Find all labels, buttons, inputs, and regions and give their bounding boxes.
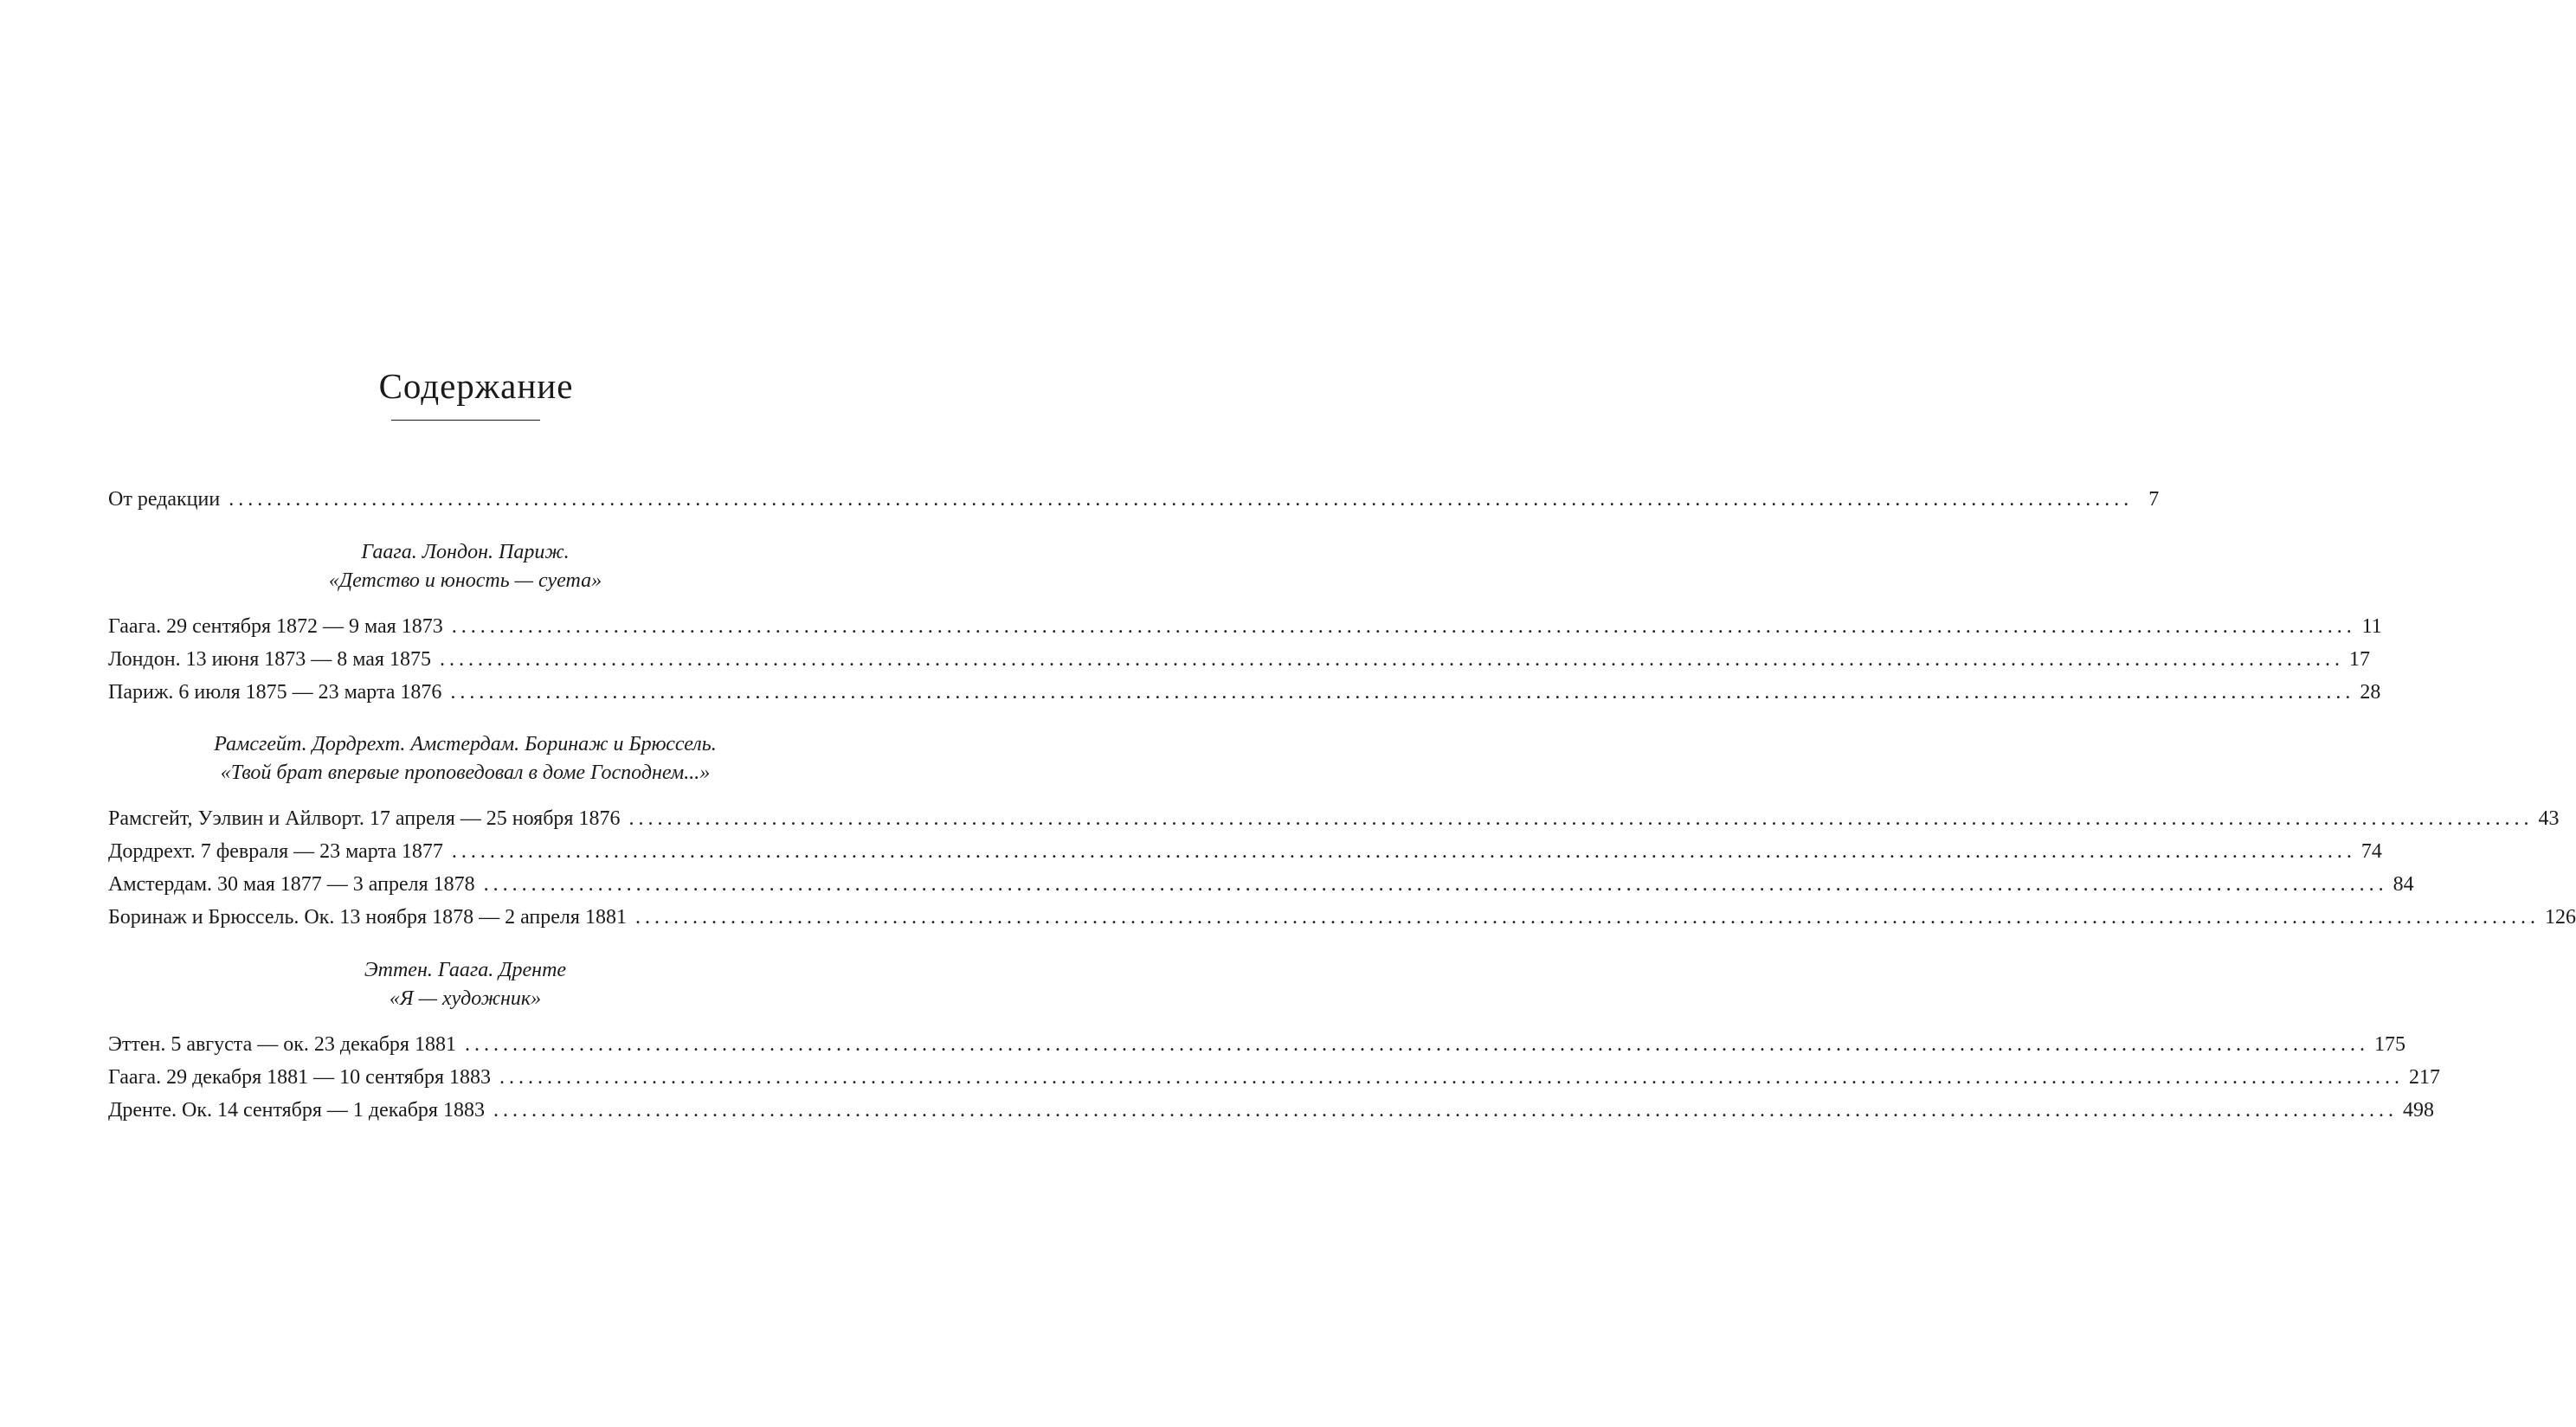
toc-entry[interactable]: [108, 837, 2382, 866]
toc-entry-title: От редакции: [108, 488, 221, 511]
toc-entry-page: 28: [2360, 681, 2381, 704]
leader-dots: ........................................................................................................................................................................................................: [451, 615, 2356, 638]
leader-dots: ........................................................................................................................................................................................................: [493, 1099, 2398, 1122]
toc-entry-title: Амстердам. 30 мая 1877 — 3 апреля 1878: [108, 873, 475, 896]
section-heading: [108, 538, 822, 595]
leader-dots: ........................................................................................................................................................................................................: [499, 1066, 2405, 1089]
toc-entry-page: 217: [2409, 1066, 2441, 1089]
leader-dots: ........................................................................................................................................................................................................: [439, 648, 2344, 671]
section-title: Гаага. Лондон. Париж.: [361, 541, 570, 563]
leader-dots: ........................................................................................................................................................................................................: [483, 873, 2388, 896]
toc-entry-preface[interactable]: [108, 485, 2160, 514]
toc-entry[interactable]: [108, 1030, 2405, 1059]
leader-dots: ........................................................................................................................................................................................................: [229, 488, 2134, 511]
toc-entry-page: 498: [2402, 1099, 2434, 1122]
toc-entry[interactable]: [108, 612, 2382, 641]
toc-entry-page: 175: [2373, 1033, 2405, 1056]
toc-entry-title: Рамсгейт, Уэлвин и Айлворт. 17 апреля — 25 ноября 1876: [108, 807, 621, 830]
section-subtitle: «Я — художник»: [389, 987, 542, 1010]
toc-entry-page: 74: [2360, 840, 2382, 863]
section-subtitle: «Твой брат впервые проповедовал в доме Господнем...»: [220, 762, 711, 784]
toc-entry[interactable]: [108, 1096, 2434, 1125]
title-underline: [391, 420, 540, 421]
section-subtitle: «Детство и юность — суета»: [328, 569, 602, 592]
toc-entry[interactable]: [108, 870, 2414, 899]
section-heading: [108, 956, 822, 1013]
toc-entry[interactable]: [108, 804, 2560, 833]
leader-dots: ........................................................................................................................................................................................................: [451, 840, 2356, 863]
toc-entry-page: 43: [2538, 807, 2560, 830]
toc-entry[interactable]: [108, 678, 2381, 707]
toc-entry-page: 11: [2361, 615, 2382, 638]
toc-entry[interactable]: [108, 645, 2370, 674]
toc-entry-title: Дренте. Ок. 14 сентября — 1 декабря 1883: [108, 1099, 485, 1122]
toc-entry-title: Париж. 6 июля 1875 — 23 марта 1876: [108, 681, 442, 704]
page-title: Содержание: [378, 366, 574, 406]
toc-entry-title: Эттен. 5 августа — ок. 23 декабря 1881: [108, 1033, 456, 1056]
leader-dots: ........................................................................................................................................................................................................: [464, 1033, 2369, 1056]
toc-entry-title: Боринаж и Брюссель. Ок. 13 ноября 1878 — 2 апреля 1881: [108, 906, 627, 929]
section-title: Рамсгейт. Дордрехт. Амстердам. Боринаж и Брюссель.: [214, 733, 717, 755]
toc-entry-title: Дордрехт. 7 февраля — 23 марта 1877: [108, 840, 443, 863]
toc-entry[interactable]: [108, 1063, 2441, 1092]
toc-entry-title: Лондон. 13 июня 1873 — 8 мая 1875: [108, 648, 431, 671]
toc-entry-page: 7: [2148, 488, 2160, 511]
leader-dots: ........................................................................................................................................................................................................: [450, 681, 2355, 704]
section-heading: [108, 730, 822, 787]
toc-entry-page: 126: [2544, 906, 2576, 929]
toc-entry-page: 17: [2348, 648, 2370, 671]
leader-dots: ........................................................................................................................................................................................................: [634, 906, 2540, 929]
leader-dots: ........................................................................................................................................................................................................: [628, 807, 2534, 830]
toc-entry[interactable]: [108, 903, 2576, 932]
toc-entry-title: Гаага. 29 декабря 1881 — 10 сентября 1883: [108, 1066, 492, 1089]
section-title: Эттен. Гаага. Дренте: [364, 959, 567, 981]
toc-entry-page: 84: [2392, 873, 2414, 896]
toc-entry-title: Гаага. 29 сентября 1872 — 9 мая 1873: [108, 615, 443, 638]
